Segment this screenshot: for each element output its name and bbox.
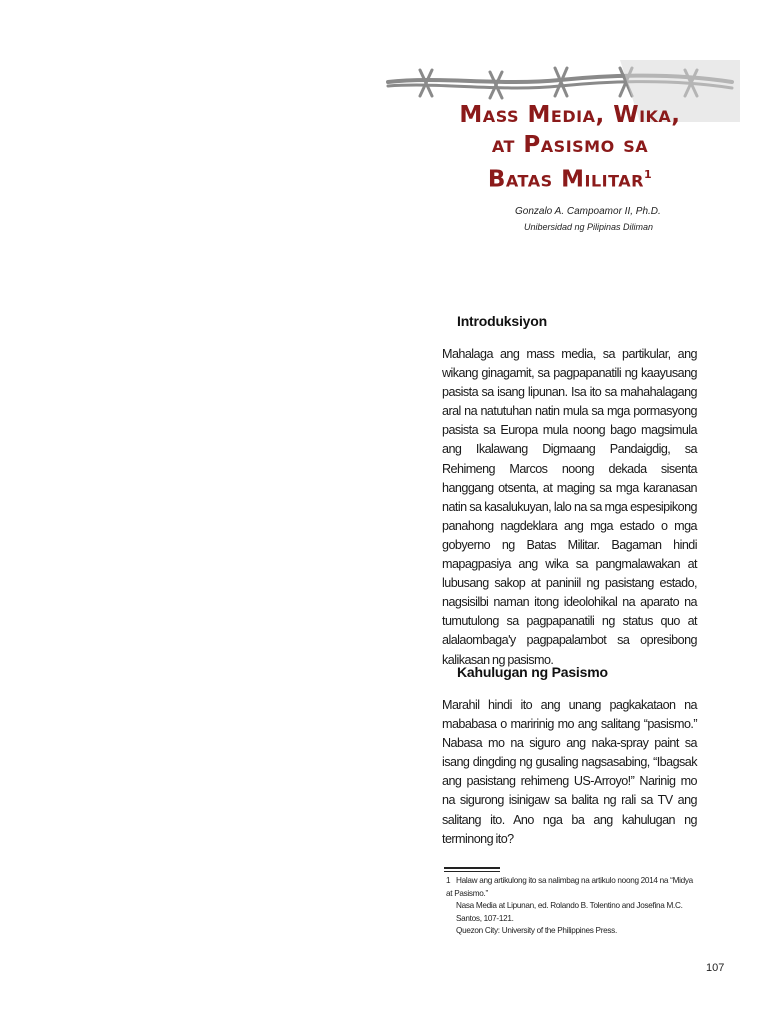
footnote [446, 875, 696, 938]
title-line-1: Mass Media, Wika, [459, 102, 681, 128]
footnote-line-2: Nasa Media at Lipunan, ed. Rolando B. Tolentino and Josefina M.C. Santos, 107-121. [456, 901, 683, 923]
title-line-3: Batas Militar$^1$ [487, 166, 653, 193]
footnote-divider [444, 867, 500, 869]
section-paragraph-introduksiyon: Mahalaga ang mass media, sa partikular, ang wikang ginagamit, sa pagpapanatili ng kaayusang pasista sa isang lipunan. Isa ito sa mahahalagang aral na natutuhan natin mula sa mga pormasyong pasista sa Europa mula noong bago magsimula ang Ikalawang Digmaang Pandaigdig, sa Rehimeng Marcos noong dekada sisenta hanggang otsenta, at maging sa mga karanasan natin sa kasalukuyan, lalo na sa mga espesipikong panahong nagdeklara ang mga estado o mga gobyerno ng Batas Militar. Bagaman hindi mapagpasiya ang wika sa pangmalawakan at lubusang sakop at paniniil ng pasistang estado, nagsisilbi naman itong ideolohikal na aparato na tumutulong sa pagpapanatili ng status quo at alalaombaga'y pagpapalambot sa opresibong kalikasan ng pasismo. [442, 347, 697, 667]
footnote-divider-thin [444, 871, 500, 872]
section-heading-introduksiyon: Introduksiyon [457, 313, 547, 329]
footnote-line-1: Halaw ang artikulong ito sa nalimbag na artikulo noong 2014 na “Midya at Pasismo.” [446, 876, 693, 898]
author-affiliation: Unibersidad ng Pilipinas Diliman [524, 222, 654, 232]
section-heading-kahulugan: Kahulugan ng Pasismo [457, 664, 608, 680]
section-paragraph-kahulugan: Marahil hindi ito ang unang pagkakataon na mababasa o maririnig mo ang salitang “pasismo.” Nabasa mo na siguro ang naka-spray paint sa isang dingding ng gusaling nagsasabing, “Ibagsak ang pasistang rehimeng US-Arroyo!” Narinig mo na sigurong isinigaw sa balita ng rali sa TV ang salitang ito. Ano nga ba ang kahulugan ng terminong ito? [442, 698, 697, 846]
author-name: Gonzalo A. Campoamor II, Ph.D. [515, 206, 661, 217]
footnote-line-3: Quezon City: University of the Philippines Press. [456, 926, 617, 935]
title-line-2: at Pasismo sa [491, 132, 649, 158]
article-title [440, 100, 700, 195]
page-number: 107 [706, 962, 725, 974]
title-footnote-marker: 1 [643, 168, 653, 181]
footnote-number: 1 [446, 876, 451, 885]
